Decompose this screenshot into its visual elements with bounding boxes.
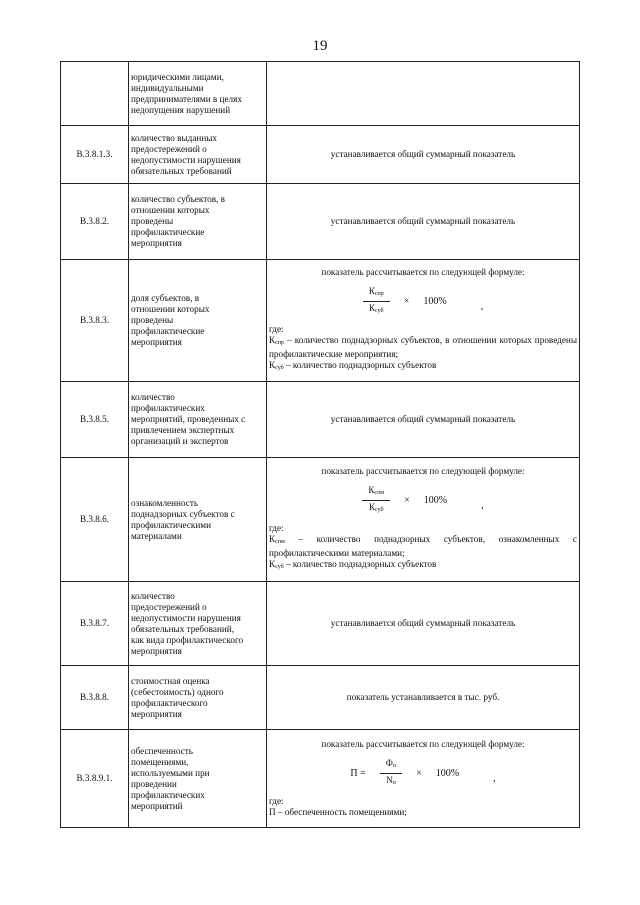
formula xyxy=(269,284,577,318)
formula-comma: , xyxy=(481,499,484,511)
description-line: мероприятия xyxy=(131,645,182,656)
variable-subscript: спм xyxy=(275,539,285,545)
description-line: проведены xyxy=(131,315,174,325)
variable-description: – количество поднадзорных субъектов, ознакомленных с профилактическими материалами; xyxy=(269,534,577,558)
percent-factor: 100% xyxy=(423,295,447,307)
description-line: отношении которых xyxy=(131,205,210,215)
variable-subscript: спр xyxy=(275,340,285,346)
table-row xyxy=(61,260,580,382)
variable-symbol: К xyxy=(269,335,276,345)
description-line: мероприятия xyxy=(131,238,182,248)
formula-comma: , xyxy=(493,772,496,784)
numerator-symbol: К xyxy=(368,484,375,495)
description-line: как вида профилактического xyxy=(131,634,244,645)
indicator-text: показатель устанавливается в тыс. руб. xyxy=(346,692,500,702)
indicator-text: устанавливается общий суммарный показатель xyxy=(330,216,516,226)
formula-fraction xyxy=(363,286,390,317)
denominator-symbol: N xyxy=(386,774,393,785)
description-line: поднадзорных субъектов с xyxy=(131,508,235,519)
row-indicator xyxy=(267,582,580,666)
row-code: В.3.8.5. xyxy=(61,382,129,458)
variable-subscript: суб xyxy=(275,564,284,570)
variable-definition xyxy=(269,335,577,360)
description-line: недопустимости нарушения xyxy=(131,612,241,623)
description-line: отношении которых xyxy=(131,304,210,314)
variable-symbol: К xyxy=(269,559,276,569)
formula xyxy=(269,483,577,517)
row-description xyxy=(129,382,267,458)
description-line: обязательных требований, xyxy=(131,623,234,634)
numerator-subscript: спм xyxy=(374,489,385,496)
row-code: В.3.8.2. xyxy=(61,184,129,260)
page-number: 19 xyxy=(312,38,328,54)
description-line: (себестоимость) одного xyxy=(131,686,224,697)
denominator-symbol: К xyxy=(368,302,375,313)
description-line: доля субъектов, в xyxy=(131,293,200,303)
description-line: количество xyxy=(131,590,175,601)
table-row xyxy=(61,184,580,260)
percent-factor: 100% xyxy=(423,494,448,506)
row-indicator xyxy=(267,666,580,730)
variable-description: – количество поднадзорных субъектов xyxy=(283,559,437,569)
numerator-symbol: К xyxy=(368,285,375,296)
variable-definition xyxy=(269,360,577,374)
numerator-subscript: спр xyxy=(374,290,384,297)
description-line: материалами xyxy=(131,530,182,541)
description-line: мероприятия xyxy=(131,337,182,347)
row-code: В.3.8.3. xyxy=(61,260,129,382)
row-indicator xyxy=(267,730,580,828)
description-line: профилактических xyxy=(131,403,205,413)
variable-symbol: К xyxy=(269,360,276,370)
description-line: количество выданных xyxy=(131,132,218,143)
description-line: количество xyxy=(131,392,175,402)
description-line: предпринимателями в целях xyxy=(131,93,242,104)
description-line: профилактические xyxy=(131,227,205,237)
description-line: помещениями, xyxy=(131,756,189,767)
row-indicator xyxy=(267,458,580,582)
description-line: профилактическими xyxy=(131,519,212,530)
description-line: профилактические xyxy=(131,326,205,336)
numerator-subscript: п xyxy=(392,762,397,769)
formula-where: где: xyxy=(269,523,284,533)
fraction-numerator xyxy=(363,286,390,302)
row-code xyxy=(61,62,129,126)
formula-comma: , xyxy=(480,300,484,312)
row-code: В.3.8.6. xyxy=(61,458,129,582)
variable-definition xyxy=(269,534,577,559)
indicator-text: устанавливается общий суммарный показатель xyxy=(330,414,516,424)
description-line: мероприятия xyxy=(131,708,182,719)
formula-block xyxy=(267,463,579,576)
description-line: недопустимости нарушения xyxy=(131,154,241,165)
denominator-subscript: п xyxy=(392,779,396,786)
formula-title: показатель рассчитывается по следующей формуле: xyxy=(321,466,525,476)
indicator-text: устанавливается общий суммарный показатель xyxy=(330,618,516,628)
formula-where: где: xyxy=(269,796,284,806)
variable-subscript: суб xyxy=(275,365,284,371)
description-line: проведены xyxy=(131,216,174,226)
times-sign: × xyxy=(403,295,410,307)
description-line: обеспеченность xyxy=(131,745,193,756)
table-row xyxy=(61,666,580,730)
description-line: используемыми при xyxy=(131,767,210,778)
description-line: недопущения нарушений xyxy=(131,104,231,115)
formula-block xyxy=(267,736,579,821)
row-indicator xyxy=(267,62,580,126)
description-line: предостережений о xyxy=(131,143,207,154)
formula-title: показатель рассчитывается по следующей формуле: xyxy=(321,267,525,277)
row-code: В.3.8.9.1. xyxy=(61,730,129,828)
fraction-denominator xyxy=(369,501,384,516)
description-line: стоимостная оценка xyxy=(131,675,210,686)
row-description xyxy=(129,184,267,260)
row-code: В.3.8.7. xyxy=(61,582,129,666)
row-description xyxy=(129,666,267,730)
denominator-symbol: К xyxy=(368,501,375,512)
table-row xyxy=(61,582,580,666)
formula-block xyxy=(267,264,579,377)
variable-description: – количество поднадзорных субъектов, в отношении которых проведены профилактические мероприятия; xyxy=(269,335,577,359)
row-description xyxy=(129,730,267,828)
table-row xyxy=(61,62,580,126)
formula xyxy=(269,756,577,790)
variable-symbol: К xyxy=(269,534,276,544)
variable-definition xyxy=(269,807,577,818)
formula-title: показатель рассчитывается по следующей формуле: xyxy=(321,739,525,749)
denominator-subscript: суб xyxy=(374,506,384,513)
fraction-denominator xyxy=(386,774,396,789)
fraction-numerator xyxy=(380,758,402,774)
indicator-table xyxy=(60,61,580,828)
percent-factor: 100% xyxy=(435,767,460,779)
description-line: мероприятий xyxy=(131,800,183,811)
description-line: предостережений о xyxy=(131,601,207,612)
description-line: организаций и экспертов xyxy=(131,436,229,446)
row-description xyxy=(129,582,267,666)
variable-definition xyxy=(269,559,577,573)
numerator-symbol: Ф xyxy=(385,757,393,768)
row-indicator xyxy=(267,260,580,382)
row-code: В.3.8.1.3. xyxy=(61,126,129,184)
description-line: обязательных требований xyxy=(131,165,232,176)
fraction-numerator xyxy=(362,485,390,501)
variable-symbol: П xyxy=(269,807,276,817)
description-line: привлечением экспертных xyxy=(131,425,235,435)
table-row xyxy=(61,730,580,828)
variable-description: – количество поднадзорных субъектов xyxy=(283,360,437,370)
row-code: В.3.8.8. xyxy=(61,666,129,730)
description-line: профилактических xyxy=(131,789,205,800)
formula-fraction xyxy=(362,485,390,516)
times-sign: × xyxy=(404,494,410,506)
description-line: проведении xyxy=(131,778,177,789)
row-description xyxy=(129,260,267,382)
description-line: профилактического xyxy=(131,697,208,708)
row-indicator xyxy=(267,382,580,458)
description-line: ознакомленность xyxy=(131,497,199,508)
row-description xyxy=(129,126,267,184)
description-line: количество субъектов, в xyxy=(131,194,225,204)
row-description xyxy=(129,458,267,582)
description-line: индивидуальными xyxy=(131,82,204,93)
description-line: юридическими лицами, xyxy=(131,71,224,82)
fraction-denominator xyxy=(369,302,384,317)
formula-fraction xyxy=(380,758,402,789)
table-row xyxy=(61,458,580,582)
indicator-text: устанавливается общий суммарный показатель xyxy=(330,149,516,159)
description-line: мероприятий, проведенных с xyxy=(131,414,246,424)
row-indicator xyxy=(267,126,580,184)
times-sign: × xyxy=(416,767,422,779)
variable-description: – обеспеченность помещениями; xyxy=(275,807,407,817)
formula-lhs: П = xyxy=(350,767,366,779)
formula-where: где: xyxy=(269,324,284,334)
table-row xyxy=(61,126,580,184)
row-description xyxy=(129,62,267,126)
denominator-subscript: суб xyxy=(374,307,384,314)
table-row xyxy=(61,382,580,458)
row-indicator xyxy=(267,184,580,260)
